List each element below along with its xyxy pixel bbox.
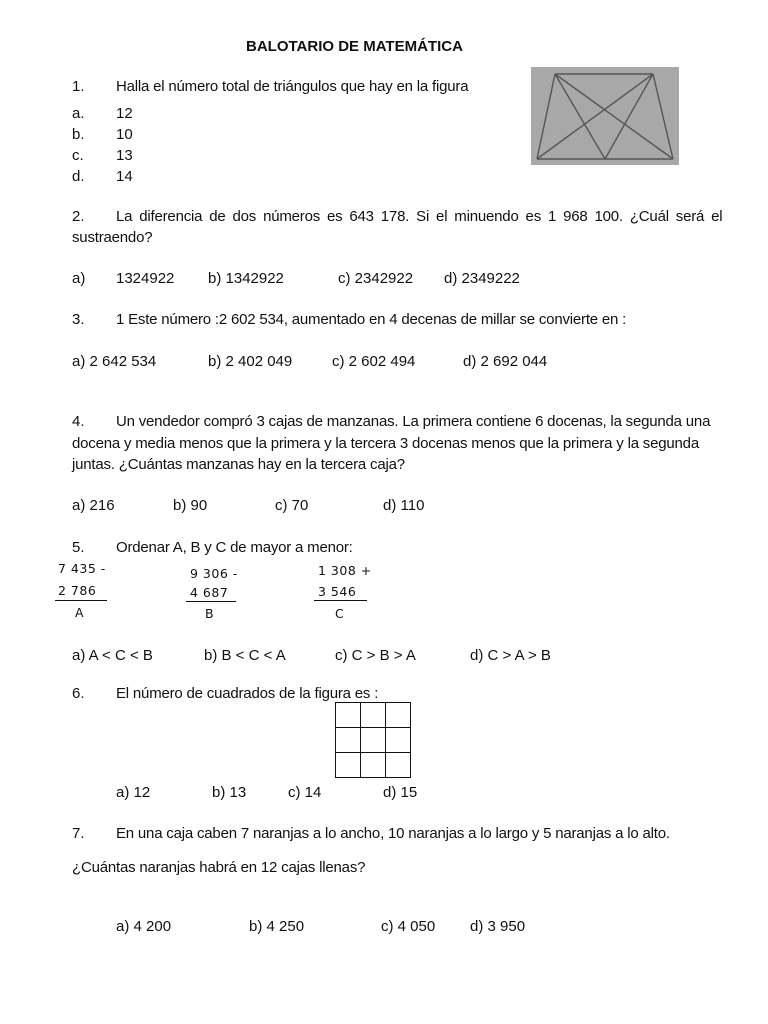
q5-operation-b-bottom: 4 687 [190,585,229,600]
q5-operation-b-top: 9 306 - [190,566,238,581]
q7-number: 7. [72,825,85,842]
q7-option-b: b) 4 250 [249,918,305,935]
q1-option-b-letter: b. [72,126,85,143]
q1-option-d-letter: d. [72,168,85,185]
q5-operation-b-rule [186,601,236,602]
q5-text: Ordenar A, B y C de mayor a menor: [116,539,353,556]
q7-text-line1: En una caja caben 7 naranjas a lo ancho, 10 naranjas a lo largo y 5 naranjas a lo alto. [116,825,670,842]
q7-option-c: c) 4 050 [381,918,436,935]
q3-option-d: d) 2 692 044 [463,353,548,370]
q1-option-d-value: 14 [116,168,133,185]
q7-text-line2: ¿Cuántas naranjas habrá en 12 cajas llenas? [72,859,366,876]
page-title: BALOTARIO DE MATEMÁTICA [246,38,463,55]
q1-option-b-value: 10 [116,126,133,143]
q2-text-line1: La diferencia de dos números es 643 178. Si el minuendo es 1 968 100. ¿Cuál será el [116,208,723,225]
q4-text-line1: Un vendedor compró 3 cajas de manzanas. La primera contiene 6 docenas, la segunda una [116,413,711,430]
q5-operation-a-bottom: 2 786 [58,583,97,598]
q6-option-d: d) 15 [383,784,418,801]
q1-number: 1. [72,78,85,95]
q2-option-c: c) 2342922 [338,270,414,287]
q3-text: 1 Este número :2 602 534, aumentado en 4 decenas de millar se convierte en : [116,311,627,328]
q6-text: El número de cuadrados de la figura es : [116,685,379,702]
q4-option-d: d) 110 [383,497,425,514]
q5-option-c: c) C > B > A [335,647,416,664]
q6-number: 6. [72,685,85,702]
q4-text-line2: docena y media menos que la primera y la tercera 3 docenas menos que la primera y la segunda [72,435,699,452]
q7-option-d: d) 3 950 [470,918,526,935]
q3-option-b: b) 2 402 049 [208,353,293,370]
q2-option-d: d) 2349222 [444,270,520,287]
q6-option-b: b) 13 [212,784,247,801]
q5-operation-a-rule [55,600,107,601]
q1-text: Halla el número total de triángulos que hay en la figura [116,78,469,95]
q6-option-a: a) 12 [116,784,151,801]
q5-option-a: a) A < C < B [72,647,153,664]
q3-option-a: a) 2 642 534 [72,353,157,370]
q4-text-line3: juntas. ¿Cuántas manzanas hay en la tercera caja? [72,456,405,473]
q5-operation-c-label: C [335,606,345,621]
q5-operation-c-bottom: 3 546 [318,584,357,599]
triangles-figure [531,67,679,165]
q4-option-b: b) 90 [173,497,208,514]
q5-option-d: d) C > A > B [470,647,551,664]
q5-option-b: b) B < C < A [204,647,286,664]
q4-option-a: a) 216 [72,497,115,514]
q4-option-c: c) 70 [275,497,309,514]
q2-text-line2: sustraendo? [72,229,153,246]
q5-number: 5. [72,539,85,556]
q1-option-c-value: 13 [116,147,133,164]
q5-operation-c-top: 1 308 + [318,563,372,578]
q5-operation-c-rule [314,600,367,601]
q2-option-a-letter: a) [72,270,86,287]
q1-option-c-letter: c. [72,147,84,164]
q5-operation-a-label: A [75,605,85,620]
q2-option-a: 1324922 [116,270,175,287]
squares-grid-figure [335,702,411,778]
q2-option-b: b) 1342922 [208,270,284,287]
q7-option-a: a) 4 200 [116,918,172,935]
q6-option-c: c) 14 [288,784,322,801]
q1-option-a-value: 12 [116,105,133,122]
q5-operation-a-top: 7 435 - [58,561,106,576]
q3-number: 3. [72,311,85,328]
q4-number: 4. [72,413,85,430]
q3-option-c: c) 2 602 494 [332,353,416,370]
q1-option-a-letter: a. [72,105,85,122]
q5-operation-b-label: B [205,606,215,621]
q2-number: 2. [72,208,85,225]
